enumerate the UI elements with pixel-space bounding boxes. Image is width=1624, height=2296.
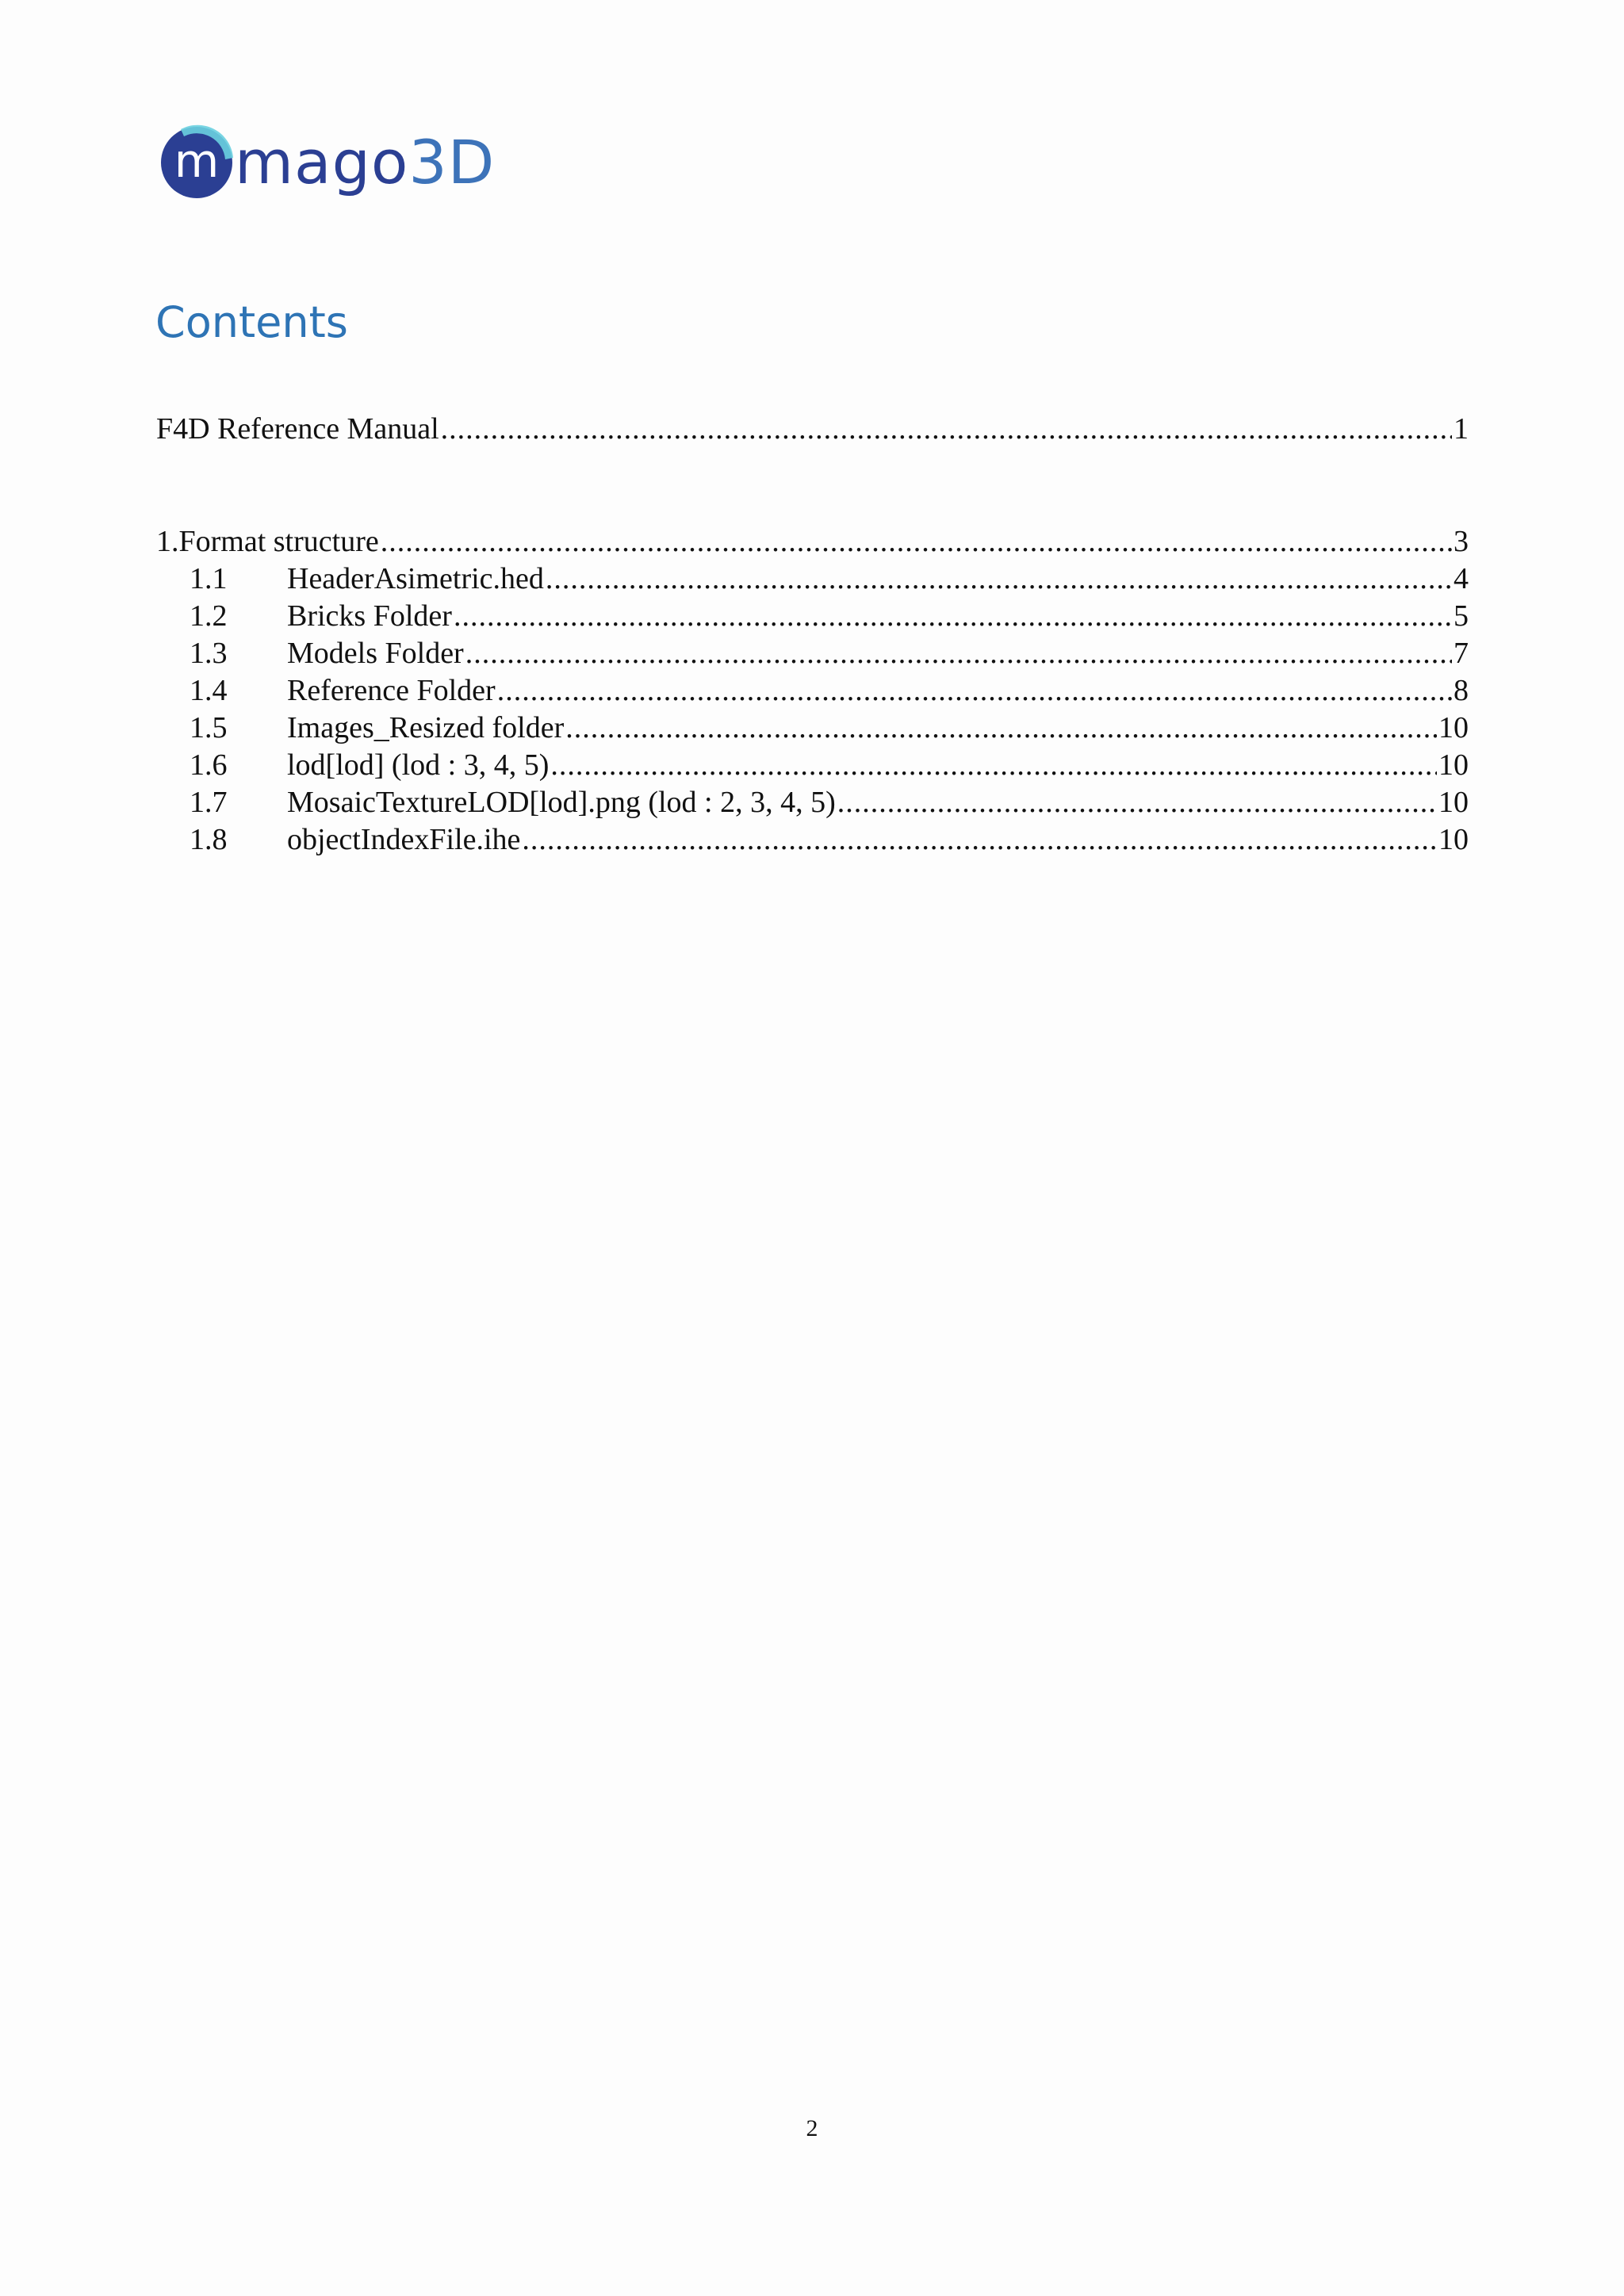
toc-entry-number: 1.3 <box>190 637 228 670</box>
toc-entry-number: 1.6 <box>190 748 228 782</box>
toc-leader-dots <box>546 561 1452 597</box>
toc-entry-number: 1.7 <box>190 786 228 819</box>
toc-leader-dots <box>497 672 1452 709</box>
toc-entry-1-8[interactable] <box>156 821 1469 858</box>
toc-entry-number: 1.2 <box>190 599 228 633</box>
toc-leader-dots <box>565 710 1437 746</box>
toc-leader-dots <box>454 598 1452 634</box>
toc-entry-1-7[interactable] <box>156 784 1469 821</box>
mago3d-logo-mark-icon <box>157 123 236 202</box>
logo-wordmark <box>235 127 496 197</box>
toc-entry-title: F4D Reference Manual <box>156 412 439 446</box>
toc-entry-page: 10 <box>1438 823 1469 856</box>
toc-entry-number: 1.5 <box>190 711 228 744</box>
page-number: 2 <box>806 2115 818 2141</box>
logo-text-mago: mago <box>235 127 409 197</box>
toc-entry-page: 10 <box>1438 786 1469 819</box>
toc-entry-1-4[interactable] <box>156 672 1469 709</box>
toc-leader-dots <box>381 523 1452 560</box>
contents-heading: Contents <box>155 297 348 347</box>
toc-entry-1-5[interactable] <box>156 710 1469 746</box>
toc-entry-title: Images_Resized folder <box>287 711 565 744</box>
toc-leader-dots <box>550 747 1437 783</box>
toc-entry-title: HeaderAsimetric.hed <box>287 562 544 595</box>
logo-text-3d: 3D <box>408 127 496 197</box>
toc-entry-f4d-reference-manual[interactable] <box>156 411 1469 447</box>
toc-entry-title: lod[lod] (lod : 3, 4, 5) <box>287 748 550 782</box>
toc-entry-page: 1 <box>1454 412 1469 446</box>
toc-entry-number: 1.8 <box>190 823 228 856</box>
toc-entry-title: 1.Format structure <box>156 525 379 558</box>
toc-entry-page: 10 <box>1438 748 1469 782</box>
toc-leader-dots <box>522 821 1437 858</box>
toc-entry-1-6[interactable] <box>156 747 1469 783</box>
toc-entry-page: 3 <box>1454 525 1469 558</box>
toc-entry-page: 10 <box>1438 711 1469 744</box>
toc-entry-title: Models Folder <box>287 637 464 670</box>
toc-entry-1-3[interactable] <box>156 635 1469 672</box>
toc-entry-page: 4 <box>1454 562 1469 595</box>
toc-entry-page: 7 <box>1454 637 1469 670</box>
toc-entry-1-1[interactable] <box>156 561 1469 597</box>
toc-entry-title: MosaicTextureLOD[lod].png (lod : 2, 3, 4, 5) <box>287 786 836 819</box>
toc-entry-title: Bricks Folder <box>287 599 452 633</box>
mago3d-logo <box>157 123 495 202</box>
toc-entry-1-2[interactable] <box>156 598 1469 634</box>
toc-entry-title: objectIndexFile.ihe <box>287 823 521 856</box>
toc-entry-page: 5 <box>1454 599 1469 633</box>
toc-entry-number: 1.4 <box>190 674 228 707</box>
toc-entry-format-structure[interactable] <box>156 523 1469 560</box>
toc-entry-title: Reference Folder <box>287 674 496 707</box>
toc-leader-dots <box>465 635 1452 672</box>
toc-entry-page: 8 <box>1454 674 1469 707</box>
toc-leader-dots <box>837 784 1437 821</box>
svg-text:m: m <box>174 134 220 188</box>
toc-entry-number: 1.1 <box>190 562 228 595</box>
toc-leader-dots <box>441 411 1452 447</box>
